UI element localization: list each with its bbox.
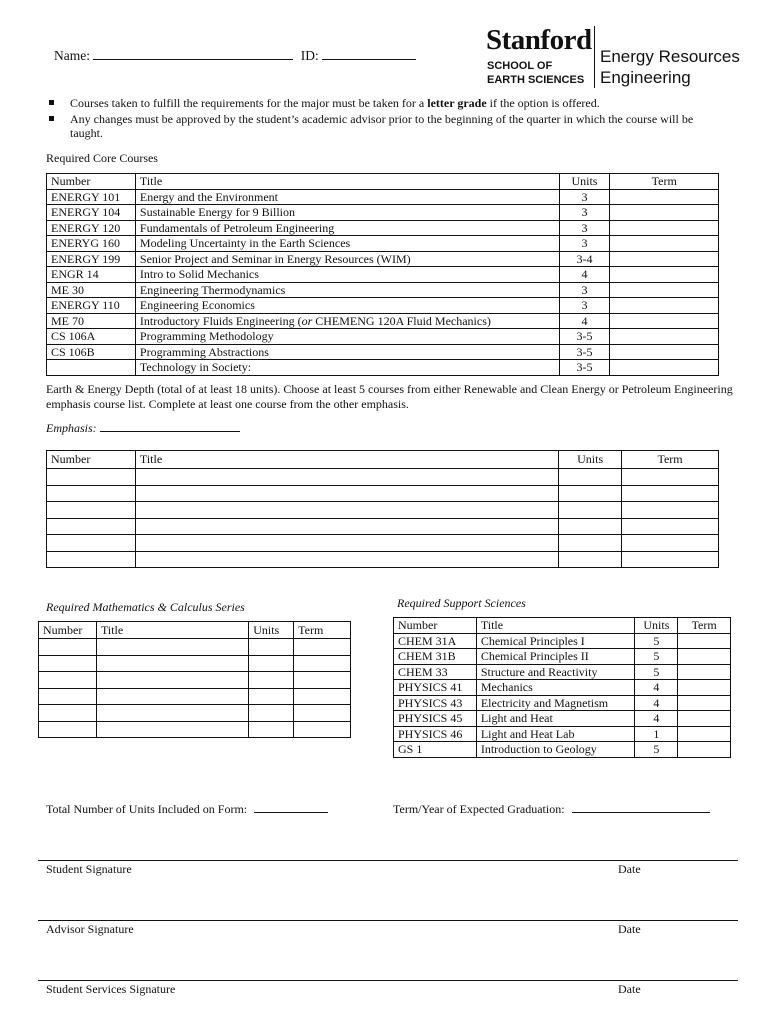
course-number: PHYSICS 43 [394,695,477,711]
course-number: ENERYG 160 [47,236,136,252]
course-title: Engineering Thermodynamics [135,282,559,298]
course-title-post: CHEMENG 120A Fluid Mechanics) [312,313,491,328]
id-field[interactable] [322,59,416,60]
course-units: 3-5 [559,329,610,345]
course-title: Intro to Solid Mechanics [135,267,559,283]
table-row [47,236,719,252]
logo-divider [594,26,595,88]
name-field[interactable] [93,59,293,60]
course-number: ME 70 [47,313,136,329]
depth-header-row [47,451,719,469]
course-units: 5 [635,649,678,665]
table-row [394,680,731,696]
math-header-row [39,622,351,639]
services-date-label: Date [618,982,641,996]
course-title: Programming Abstractions [135,344,559,360]
logo-school-line1: SCHOOL OF [487,60,553,72]
logo-school [487,60,584,87]
course-title: Senior Project and Seminar in Energy Resources (WIM) [135,251,559,267]
course-number: ENERGY 110 [47,298,136,314]
bullet1-post: if the option is offered. [486,96,600,110]
table-row[interactable] [39,721,351,738]
course-units: 4 [635,711,678,727]
advisor-signature-label: Advisor Signature [46,922,134,936]
bullet-advisor-approval [46,112,726,141]
course-number: PHYSICS 45 [394,711,477,727]
core-header-row [47,174,719,190]
emphasis-label: Emphasis: [46,421,97,435]
course-title: Light and Heat Lab [476,726,635,742]
bullet1-pre: Courses taken to fulfill the requirements for the major must be taken for a [70,96,428,110]
course-units: 5 [635,633,678,649]
logo-stanford: Stanford [486,24,592,56]
course-title: Light and Heat [476,711,635,727]
core-courses-table [46,173,719,376]
depth-courses-table [46,450,719,568]
table-row[interactable] [39,672,351,689]
course-title[interactable]: Technology in Society: [135,360,559,376]
course-number: CS 106B [47,344,136,360]
table-row [47,267,719,283]
support-header-title: Title [476,618,635,634]
course-number: CS 106A [47,329,136,345]
course-units: 3 [559,282,610,298]
core-header-units: Units [559,174,610,190]
term-cell[interactable] [610,360,719,376]
core-header-title: Title [135,174,559,190]
bullet2-text: Any changes must be approved by the student’s academic advisor prior to the beginning of the quarter in which the course will be taught. [70,111,694,140]
math-header-title: Title [96,622,248,639]
course-units: 5 [635,664,678,680]
table-row[interactable] [47,485,719,502]
term-cell[interactable] [678,742,731,758]
support-header-term: Term [678,618,731,634]
requirements-notes [46,96,726,142]
depth-header-units: Units [559,451,622,469]
term-cell[interactable] [610,205,719,221]
table-row[interactable] [39,655,351,672]
table-row [394,649,731,665]
term-cell[interactable] [678,680,731,696]
services-signature-label: Student Services Signature [46,982,176,996]
course-title: Electricity and Magnetism [476,695,635,711]
table-row [47,282,719,298]
term-cell[interactable] [610,344,719,360]
term-cell[interactable] [678,726,731,742]
course-units: 3-4 [559,251,610,267]
course-units: 1 [635,726,678,742]
course-units: 4 [635,680,678,696]
course-number: ENGR 14 [47,267,136,283]
bullet-square-icon [49,100,54,105]
term-cell[interactable] [610,251,719,267]
graduation-row [393,802,710,817]
course-number: GS 1 [394,742,477,758]
table-row [47,205,719,221]
course-units: 4 [559,313,610,329]
math-header-units: Units [249,622,294,639]
course-units: 3 [559,298,610,314]
course-number: ME 30 [47,282,136,298]
student-signature-line[interactable] [38,860,738,861]
support-header-units: Units [635,618,678,634]
course-title: Programming Methodology [135,329,559,345]
bullet-letter-grade [46,96,726,111]
logo-school-line2: EARTH SCIENCES [487,73,585,86]
table-row [47,329,719,345]
term-cell[interactable] [678,649,731,665]
term-cell[interactable] [610,298,719,314]
table-row [394,664,731,680]
course-number: PHYSICS 41 [394,680,477,696]
term-cell[interactable] [610,220,719,236]
advisor-signature-line[interactable] [38,920,738,921]
term-cell[interactable] [610,313,719,329]
support-header-number: Number [394,618,477,634]
course-number-field[interactable] [47,360,136,376]
core-section-title: Required Core Courses [46,151,158,165]
depth-header-term: Term [622,451,719,469]
term-cell[interactable] [610,282,719,298]
course-units: 5 [635,742,678,758]
core-header-number: Number [47,174,136,190]
table-row [47,344,719,360]
course-number: ENERGY 199 [47,251,136,267]
course-title-or: or [301,313,313,328]
services-signature-line[interactable] [38,980,738,981]
bullet-square-icon [49,116,54,121]
table-row[interactable] [47,535,719,552]
table-row [47,360,719,376]
course-number: ENERGY 101 [47,189,136,205]
table-row [394,711,731,727]
table-row [394,742,731,758]
table-row[interactable] [47,502,719,519]
course-title: Sustainable Energy for 9 Billion [135,205,559,221]
course-units: 4 [559,267,610,283]
student-date-label: Date [618,862,641,876]
course-units: 4 [635,695,678,711]
total-units-label: Total Number of Units Included on Form: [46,802,248,816]
course-number: PHYSICS 46 [394,726,477,742]
table-row [47,298,719,314]
table-row [394,633,731,649]
table-row [47,251,719,267]
advisor-date-label: Date [618,922,641,936]
core-header-term: Term [610,174,719,190]
name-id-row [54,48,416,64]
course-number: CHEM 33 [394,664,477,680]
math-section-title: Required Mathematics & Calculus Series [46,600,245,614]
math-header-term: Term [294,622,351,639]
support-courses-table [393,617,731,758]
table-row [394,695,731,711]
table-row[interactable] [47,551,719,568]
course-title: Mechanics [476,680,635,696]
logo-dept-line1: Energy Resources [600,47,740,66]
course-units: 3 [559,220,610,236]
emphasis-row [46,421,240,436]
course-number: CHEM 31A [394,633,477,649]
course-title-pre: Introductory Fluids Engineering ( [139,313,302,328]
graduation-label: Term/Year of Expected Graduation: [393,802,565,816]
term-cell[interactable] [678,633,731,649]
name-label: Name: [54,48,90,63]
support-header-row [394,618,731,634]
emphasis-field[interactable] [100,431,240,432]
depth-instructions: Earth & Energy Depth (total of at least 18 units). Choose at least 5 courses from either Renewable and Clean Energy or Petroleum Engineering emphasis course list. Complete at least one course from the other emphasis. [46,382,733,411]
term-cell[interactable] [610,189,719,205]
course-title: Introduction to Geology [476,742,635,758]
course-units: 3 [559,236,610,252]
course-title: Engineering Economics [135,298,559,314]
term-cell[interactable] [610,329,719,345]
course-title: Fundamentals of Petroleum Engineering [135,220,559,236]
course-units: 3-5 [559,344,610,360]
course-title: Chemical Principles I [476,633,635,649]
course-number: ENERGY 120 [47,220,136,236]
depth-header-title: Title [135,451,558,469]
table-row[interactable] [39,688,351,705]
table-row[interactable] [39,705,351,722]
course-title [135,313,559,329]
table-row[interactable] [47,518,719,535]
term-cell[interactable] [678,711,731,727]
graduation-field[interactable] [572,812,710,813]
total-units-row [46,802,328,817]
course-number: CHEM 31B [394,649,477,665]
term-cell[interactable] [678,695,731,711]
table-row[interactable] [39,639,351,656]
course-title: Structure and Reactivity [476,664,635,680]
course-units: 3 [559,205,610,221]
course-number: ENERGY 104 [47,205,136,221]
table-row [47,189,719,205]
table-row [394,726,731,742]
table-row [47,313,719,329]
support-section-title: Required Support Sciences [397,596,526,610]
course-title: Energy and the Environment [135,189,559,205]
logo-dept-line2: Engineering [600,68,691,87]
math-header-number: Number [39,622,97,639]
bullet1-bold: letter grade [427,96,487,110]
logo-dept [600,46,740,88]
term-cell[interactable] [678,664,731,680]
total-units-field[interactable] [254,812,328,813]
course-units: 3 [559,189,610,205]
course-title: Modeling Uncertainty in the Earth Sciences [135,236,559,252]
table-row[interactable] [47,469,719,486]
term-cell[interactable] [610,236,719,252]
course-title: Chemical Principles II [476,649,635,665]
term-cell[interactable] [610,267,719,283]
id-label: ID: [300,48,319,63]
table-row [47,220,719,236]
depth-header-number: Number [47,451,136,469]
student-signature-label: Student Signature [46,862,132,876]
math-courses-table [38,621,351,738]
course-units: 3-5 [559,360,610,376]
